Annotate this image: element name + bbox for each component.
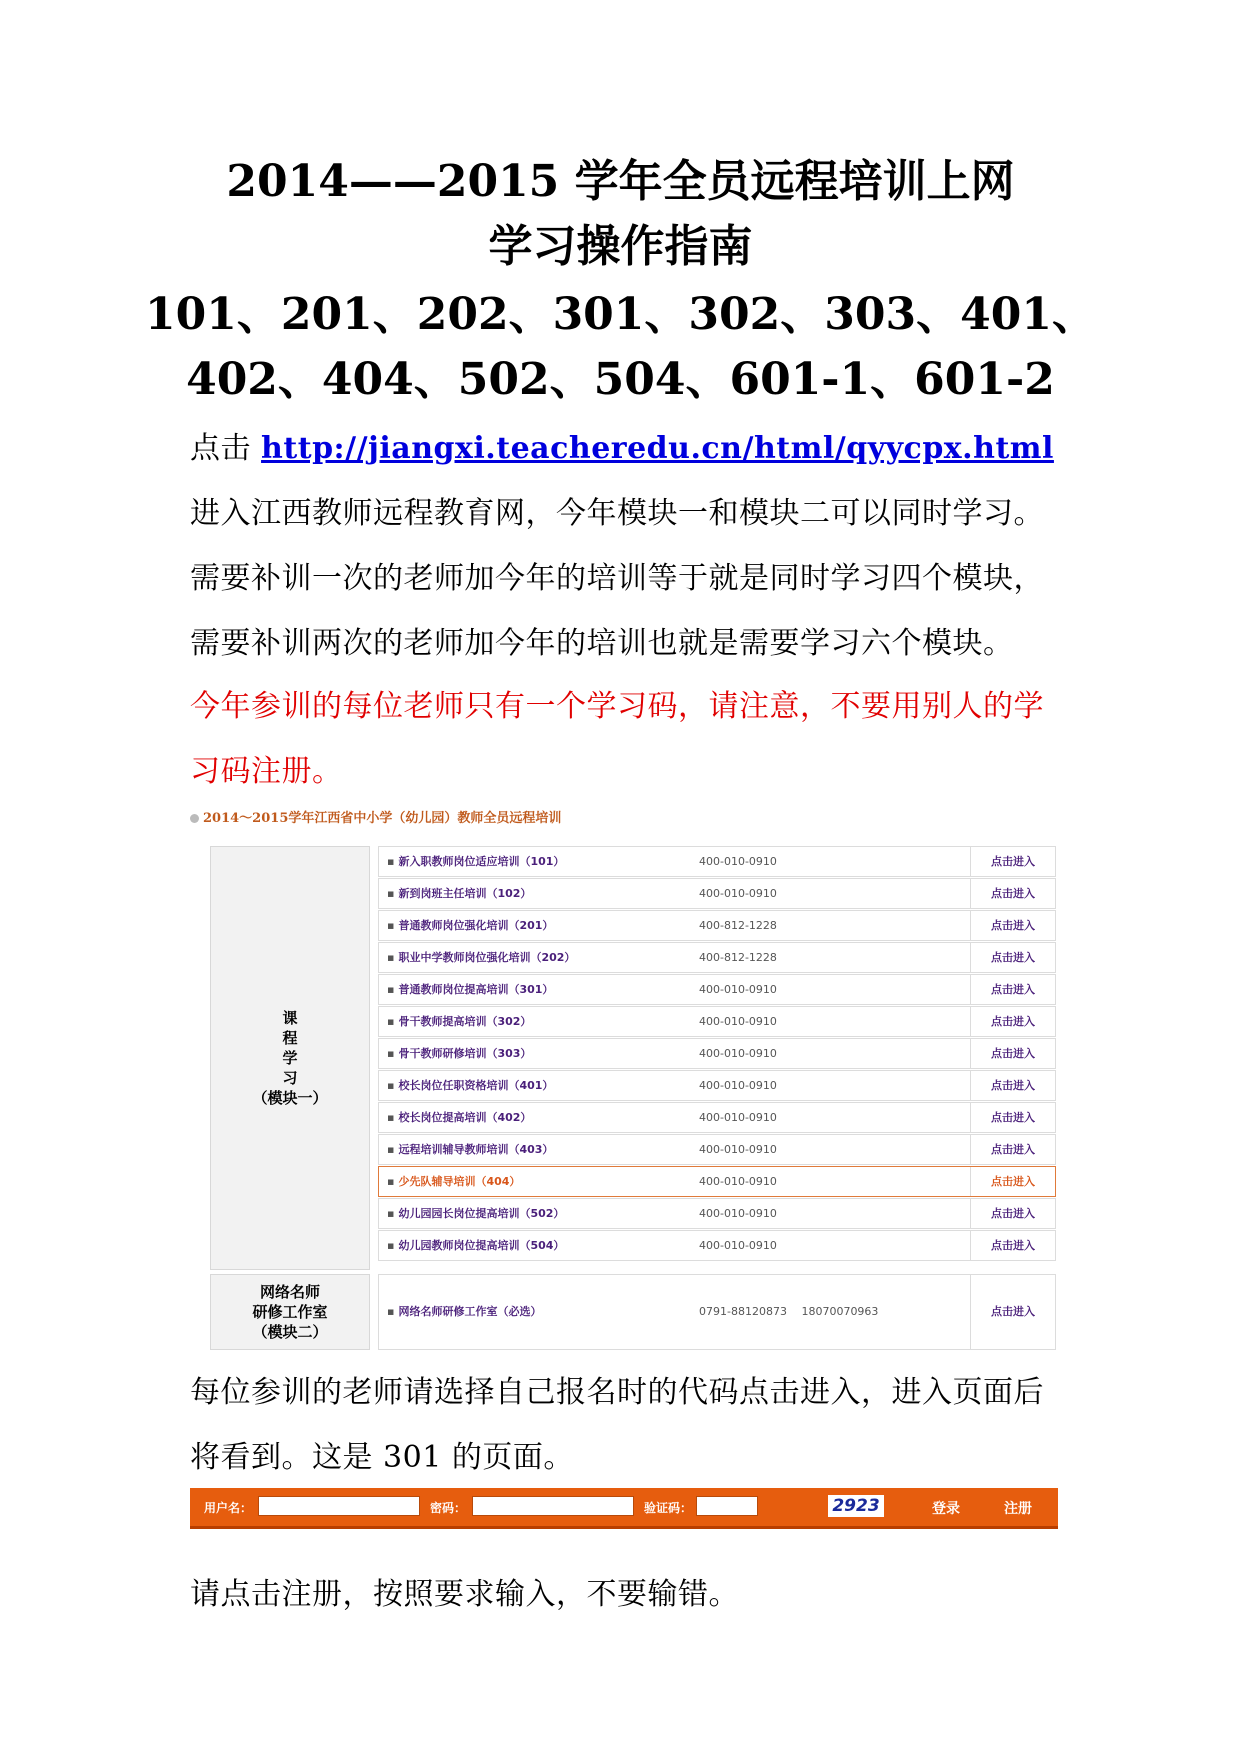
course-name-text: 少先队辅导培训（404） — [398, 1175, 521, 1188]
captcha-input[interactable] — [696, 1496, 758, 1516]
username-input[interactable] — [258, 1496, 420, 1516]
course-name — [387, 1039, 531, 1068]
bullet-icon: ▪ — [387, 1143, 395, 1156]
username-label: 用户名： — [204, 1501, 253, 1515]
module1-label-text: 课 程 学 习 （模块一） — [252, 1009, 328, 1107]
module2-label-text: 网络名师 研修工作室 （模块二） — [252, 1283, 328, 1341]
course-name — [387, 847, 564, 876]
enter-link[interactable]: 点击进入 — [970, 1275, 1055, 1349]
course-phone: 400-010-0910 — [699, 1143, 777, 1156]
final-paragraph: 请点击注册，按照要求输入，不要输错。 — [190, 1577, 739, 1612]
course-row — [378, 846, 1056, 877]
course-row — [378, 1006, 1056, 1037]
bullet-icon: ▪ — [387, 1015, 395, 1028]
enter-link[interactable]: 点击进入 — [970, 1007, 1055, 1036]
bullet-icon: ▪ — [387, 1207, 395, 1220]
course-name — [387, 943, 575, 972]
course-name — [387, 1007, 531, 1036]
module1-group — [210, 846, 1056, 1270]
enter-link[interactable]: 点击进入 — [970, 943, 1055, 972]
bullet-icon: ▪ — [387, 887, 395, 900]
course-name — [387, 879, 531, 908]
bullet-dot-icon — [190, 814, 199, 823]
course-name-text: 普通教师岗位强化培训（201） — [398, 919, 554, 932]
bullet-icon: ▪ — [387, 1079, 395, 1092]
doc-title-line4: 402、404、502、504、601-1、601-2 — [186, 354, 1055, 405]
course-name-text: 骨干教师研修培训（303） — [398, 1047, 532, 1060]
course-name — [387, 911, 553, 940]
course-row-studio — [378, 1274, 1056, 1350]
enter-link[interactable]: 点击进入 — [970, 1103, 1055, 1132]
captcha-image: 2923 — [828, 1495, 884, 1517]
enter-link[interactable]: 点击进入 — [970, 975, 1055, 1004]
course-name-text: 骨干教师提高培训（302） — [398, 1015, 532, 1028]
course-phone: 400-010-0910 — [699, 855, 777, 868]
enter-link[interactable]: 点击进入 — [970, 1231, 1055, 1260]
course-name — [387, 975, 553, 1004]
doc-title-line2: 学习操作指南 — [488, 221, 753, 272]
course-name-text: 校长岗位提高培训（402） — [398, 1111, 532, 1124]
course-phone: 400-010-0910 — [699, 983, 777, 996]
enter-link[interactable]: 点击进入 — [970, 1167, 1055, 1196]
module2-rows — [378, 1274, 1056, 1351]
course-row — [378, 1038, 1056, 1069]
course-name-text: 普通教师岗位提高培训（301） — [398, 983, 554, 996]
enter-link[interactable]: 点击进入 — [970, 879, 1055, 908]
course-phone: 400-812-1228 — [699, 951, 777, 964]
password-input[interactable] — [472, 1496, 634, 1516]
course-name-text: 幼儿园园长岗位提高培训（502） — [398, 1207, 565, 1220]
bullet-icon: ▪ — [387, 1047, 395, 1060]
enter-link[interactable]: 点击进入 — [970, 1071, 1055, 1100]
enter-link[interactable]: 点击进入 — [970, 1135, 1055, 1164]
bullet-icon: ▪ — [387, 1239, 395, 1252]
course-row — [378, 942, 1056, 973]
course-row — [378, 1198, 1056, 1229]
course-row — [378, 878, 1056, 909]
enter-link[interactable]: 点击进入 — [970, 1199, 1055, 1228]
module2-group — [210, 1274, 1056, 1350]
password-label: 密码： — [430, 1501, 467, 1515]
course-list-header-text: 2014～2015学年江西省中小学（幼儿园）教师全员远程培训 — [203, 811, 562, 826]
select-paragraph: 每位参训的老师请选择自己报名时的代码点击进入，进入页面后将看到。这是 301 的页面。 — [190, 1375, 1044, 1475]
course-name-text: 职业中学教师岗位强化培训（202） — [398, 951, 576, 964]
training-site-link[interactable]: http://jiangxi.teacheredu.cn/html/qyycpx.html — [261, 431, 1054, 466]
course-name-text: 远程培训辅导教师培训（403） — [398, 1143, 554, 1156]
course-name-text: 幼儿园教师岗位提高培训（504） — [398, 1239, 565, 1252]
course-name-text: 新入职教师岗位适应培训（101） — [398, 855, 565, 868]
course-name — [387, 1167, 520, 1196]
course-phone: 400-812-1228 — [699, 919, 777, 932]
module1-rows — [378, 846, 1056, 1262]
course-row — [378, 1134, 1056, 1165]
course-name-text: 网络名师研修工作室（必选） — [398, 1305, 542, 1318]
course-row — [378, 1166, 1056, 1197]
course-row — [378, 974, 1056, 1005]
course-name — [387, 1135, 553, 1164]
course-phone: 400-010-0910 — [699, 1047, 777, 1060]
warning-paragraph: 今年参训的每位老师只有一个学习码，请注意，不要用别人的学习码注册。 — [190, 689, 1044, 789]
doc-title-line1: 2014——2015 学年全员远程培训上网 — [226, 156, 1015, 207]
course-phone: 400-010-0910 — [699, 1111, 777, 1124]
enter-link[interactable]: 点击进入 — [970, 1039, 1055, 1068]
course-row — [378, 1070, 1056, 1101]
course-row — [378, 910, 1056, 941]
course-name — [387, 1199, 564, 1228]
module2-label — [210, 1274, 370, 1350]
enter-link[interactable]: 点击进入 — [970, 847, 1055, 876]
course-name-text: 校长岗位任职资格培训（401） — [398, 1079, 554, 1092]
course-name — [387, 1071, 553, 1100]
bullet-icon: ▪ — [387, 983, 395, 996]
intro-suffix: 进入江西教师远程教育网，今年模块一和模块二可以同时学习。需要补训一次的老师加今年的培训等于就是同时学习四个模块，需要补训两次的老师加今年的培训也就是需要学习六个模块。 — [190, 496, 1044, 661]
course-phone: 0791-88120873 18070070963 — [699, 1305, 879, 1318]
intro-paragraph — [190, 416, 1060, 676]
course-phone: 400-010-0910 — [699, 887, 777, 900]
course-phone: 400-010-0910 — [699, 1079, 777, 1092]
doc-title-line3: 101、201、202、301、302、303、401、 — [145, 289, 1096, 340]
course-name — [387, 1275, 541, 1349]
register-button[interactable]: 注册 — [1004, 1501, 1032, 1517]
course-name — [387, 1231, 564, 1260]
bullet-icon: ▪ — [387, 951, 395, 964]
captcha-label: 验证码： — [644, 1501, 693, 1515]
course-list-screenshot — [190, 806, 1058, 1350]
course-name — [387, 1103, 531, 1132]
bullet-icon: ▪ — [387, 919, 395, 932]
login-bar-screenshot — [190, 1488, 1058, 1529]
login-button[interactable]: 登录 — [932, 1501, 960, 1517]
intro-prefix: 点击 — [190, 431, 262, 466]
course-phone: 400-010-0910 — [699, 1239, 777, 1252]
course-row — [378, 1102, 1056, 1133]
course-phone: 400-010-0910 — [699, 1207, 777, 1220]
module1-label — [210, 846, 370, 1270]
course-name-text: 新到岗班主任培训（102） — [398, 887, 532, 900]
course-row — [378, 1230, 1056, 1261]
bullet-icon: ▪ — [387, 1111, 395, 1124]
course-phone: 400-010-0910 — [699, 1175, 777, 1188]
bullet-icon: ▪ — [387, 1305, 395, 1318]
enter-link[interactable]: 点击进入 — [970, 911, 1055, 940]
bullet-icon: ▪ — [387, 855, 395, 868]
course-phone: 400-010-0910 — [699, 1015, 777, 1028]
bullet-icon: ▪ — [387, 1175, 395, 1188]
course-list-header — [190, 806, 1058, 832]
